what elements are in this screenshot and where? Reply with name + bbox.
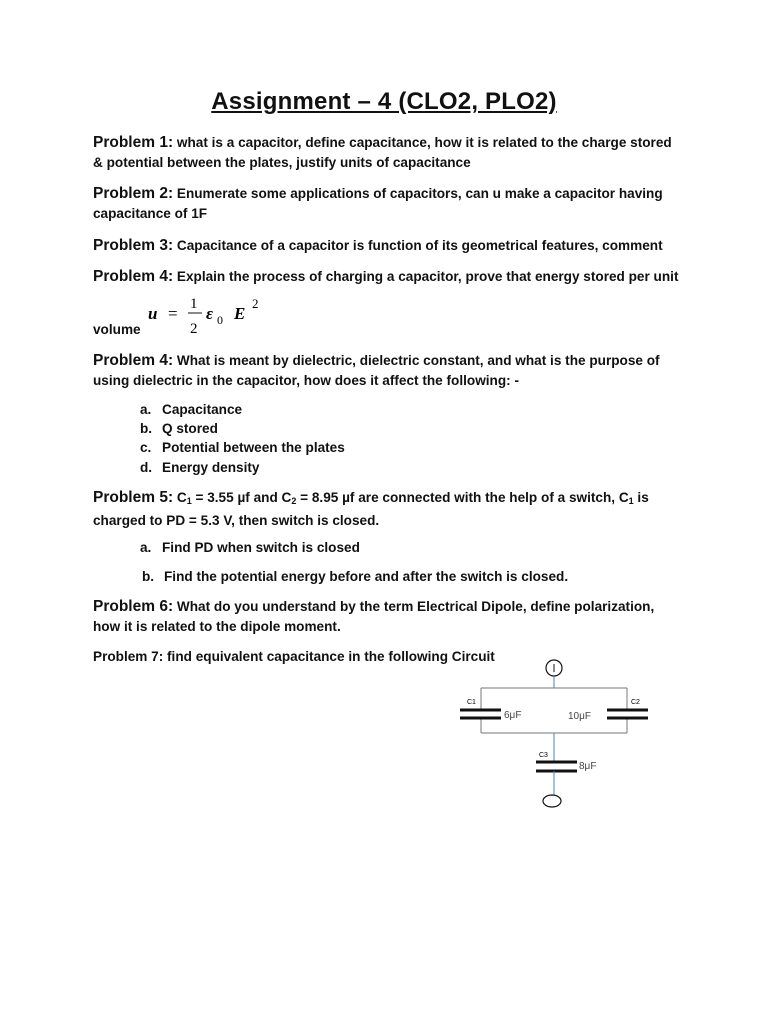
problem-text: what is a capacitor, define capacitance, how it is related to the charge stored & potential between the plates, justify units of capacitance [93, 135, 672, 170]
formula-field: E [234, 304, 246, 323]
problem-text: Explain the process of charging a capacitor, prove that energy stored per unit [173, 269, 679, 284]
problem-label: Problem 3: [93, 237, 174, 254]
c1-value: 6μF [504, 710, 522, 721]
problem-text: What do you understand by the term Electrical Dipole, define polarization, how it is related to the dipole moment. [93, 599, 655, 634]
problem-label: Problem 2: [93, 185, 174, 202]
problem-label: Problem 5: [93, 489, 174, 506]
list-item: a. Capacitance [140, 402, 243, 417]
problem-3 [93, 236, 683, 256]
problem-text: Capacitance of a capacitor is function of its geometrical features, comment [173, 238, 663, 253]
problem-4-continuation: volume [93, 322, 141, 337]
problem-label: Problem 1: [93, 134, 174, 151]
formula-equals: = [168, 304, 178, 323]
problem-5: Problem 5: $C_1 = 3.55$ µf and $C_2 = 8.95$ µf are connected with the help of a switch, $C_1$ is charged to PD = 5.3 V, then switch is closed. [93, 489, 649, 528]
formula-numerator: 1 [190, 296, 198, 312]
formula-epsilon-subscript: 0 [217, 313, 223, 327]
problem-6 [93, 597, 683, 637]
energy-density-formula [146, 288, 276, 338]
list-item: b. Find the potential energy before and after the switch is closed. [142, 569, 569, 584]
problem-4-energy [93, 267, 683, 287]
capacitor-circuit-diagram [455, 658, 655, 810]
formula-power: 2 [252, 296, 259, 311]
problem-text: Enumerate some applications of capacitors, can u make a capacitor having capacitance of 1F [93, 186, 663, 221]
problem-label: Problem 6: [93, 598, 174, 615]
c3-label: C3 [539, 752, 548, 759]
problem-2 [93, 184, 683, 224]
list-item: d. Energy density [140, 460, 260, 475]
problem-text: What is meant by dielectric, dielectric constant, and what is the purpose of using dielectric in the capacitor, how does it affect the following: - [93, 353, 660, 388]
formula-epsilon: ε [206, 304, 213, 323]
c3-value: 8μF [579, 761, 597, 772]
list-item: c. Potential between the plates [140, 440, 345, 455]
problem-4-dielectric [93, 351, 683, 391]
bottom-terminal [543, 795, 561, 807]
formula-lhs: u [148, 304, 158, 323]
formula-denominator: 2 [190, 321, 198, 337]
problem-text: Problem 7: find equivalent capacitance in the following Circuit [93, 649, 495, 664]
list-item: a. Find PD when switch is closed [140, 540, 360, 555]
page-title: Assignment – 4 (CLO2, PLO2) [211, 88, 557, 115]
list-item: b. Q stored [140, 421, 218, 436]
c1-label: C1 [467, 699, 476, 706]
problem-1 [93, 133, 683, 173]
c2-value: 10μF [568, 711, 591, 722]
c2-label: C2 [631, 699, 640, 706]
problem-label: Problem 4: [93, 268, 174, 285]
problem-label: Problem 4: [93, 352, 174, 369]
